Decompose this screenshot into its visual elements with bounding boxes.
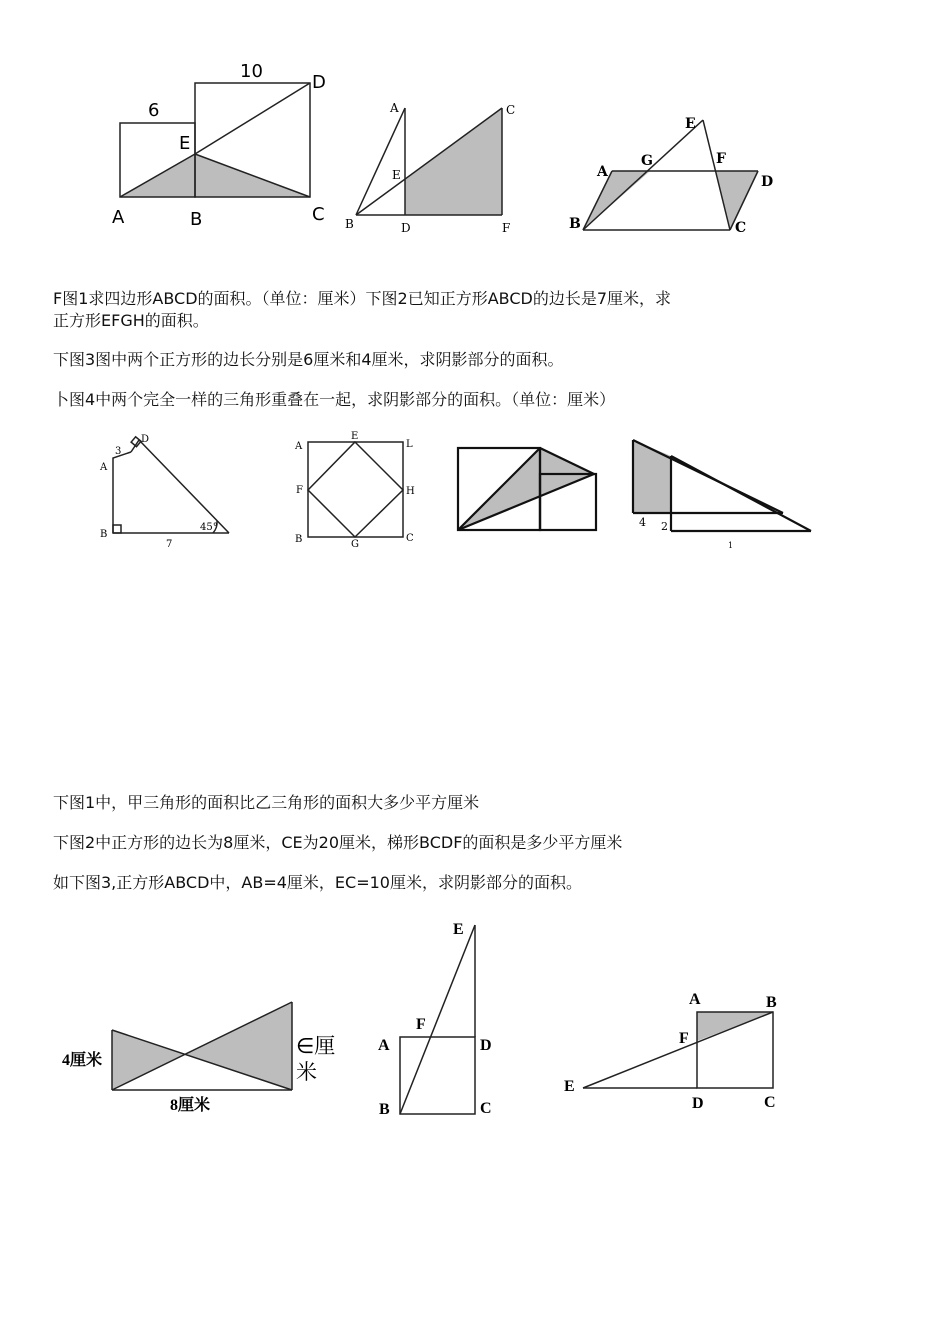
label-6: 6 [148, 100, 160, 121]
problem-text-1-line1: F图1求四边形ABCD的面积。（单位：厘米）下图2已知正方形ABCD的边长是7厘米，求 [53, 289, 672, 308]
label-e: E [453, 921, 464, 938]
shaded-region [405, 108, 502, 215]
label-a: A [689, 991, 701, 1008]
label-a: A [295, 441, 303, 452]
label-h: H [406, 486, 415, 497]
label-b: B [100, 529, 108, 540]
label-e: E [564, 1078, 575, 1095]
label-1: 1 [728, 541, 734, 550]
label-c: C [735, 220, 747, 236]
label-right-2: 米 [296, 1060, 317, 1084]
figure-bowtie [60, 995, 360, 1125]
label-b: B [766, 994, 777, 1011]
label-c: C [764, 1094, 776, 1111]
label-d: D [761, 174, 774, 190]
label-b: B [379, 1101, 390, 1118]
figure-square-trapezoid [370, 915, 510, 1125]
label-g: G [641, 153, 653, 169]
problem-text-5: 下图2中正方形的边长为8厘米，CE为20厘米，梯形BCDF的面积是多少平方厘米 [53, 833, 623, 852]
label-c: C [406, 533, 414, 544]
problem-text-1-line2: 正方形EFGH的面积。 [53, 311, 209, 330]
label-3: 3 [115, 446, 122, 457]
label-e: E [392, 168, 401, 182]
label-d: D [312, 72, 326, 93]
label-8cm: 8厘米 [170, 1097, 211, 1114]
label-4cm: 4厘米 [62, 1052, 103, 1069]
figure-two-squares [450, 440, 610, 540]
label-e: E [351, 431, 359, 442]
label-a: A [597, 164, 608, 180]
problem-text-6: 如下图3,正方形ABCD中，AB=4厘米，EC=10厘米，求阴影部分的面积。 [53, 873, 582, 892]
label-f: F [416, 1016, 426, 1033]
problem-text-2: 下图3图中两个正方形的边长分别是6厘米和4厘米，求阴影部分的面积。 [53, 350, 564, 369]
label-4: 4 [639, 516, 646, 529]
label-10: 10 [240, 61, 263, 82]
label-c: C [506, 103, 516, 117]
label-d: D [401, 221, 411, 235]
label-a: A [378, 1037, 390, 1054]
problem-text-4: 下图1中，甲三角形的面积比乙三角形的面积大多少平方厘米 [53, 793, 480, 812]
label-g: G [351, 539, 359, 550]
label-d: D [141, 434, 150, 445]
shaded-region [633, 440, 671, 513]
figure-square-triangle [340, 95, 520, 245]
figure-square-in-square [290, 430, 420, 550]
label-f: F [716, 151, 726, 167]
figure-parallelogram [565, 110, 785, 240]
shaded-triangle [458, 448, 594, 530]
label-2: 2 [661, 520, 668, 533]
label-b: B [190, 209, 203, 230]
problem-text-3: 卜图4中两个完全一样的三角形重叠在一起，求阴影部分的面积。（单位：厘米） [53, 390, 616, 409]
label-c: C [312, 204, 325, 225]
shaded-right-triangle [184, 1002, 292, 1090]
label-a: A [100, 462, 108, 473]
figure-square-with-ray [555, 985, 815, 1125]
label-d: D [480, 1037, 492, 1054]
label-b: B [569, 216, 581, 232]
label-b: B [295, 534, 303, 545]
label-a: A [390, 101, 399, 115]
label-d: D [692, 1095, 704, 1112]
label-f: F [679, 1030, 689, 1047]
label-45: 45° [200, 522, 218, 533]
label-f: F [502, 221, 511, 235]
label-right-1: ∈厘 [296, 1034, 336, 1058]
label-b: B [345, 217, 354, 231]
figure-right-triangle-45 [95, 430, 245, 550]
label-f: F [296, 485, 303, 496]
figure-overlapping-triangles [625, 430, 825, 550]
label-7: 7 [166, 539, 173, 550]
shaded-triangle [120, 154, 310, 197]
label-e: E [685, 116, 696, 132]
label-a: A [112, 207, 125, 228]
label-l: L [406, 439, 413, 450]
label-e: E [179, 133, 191, 154]
label-c: C [480, 1100, 492, 1117]
